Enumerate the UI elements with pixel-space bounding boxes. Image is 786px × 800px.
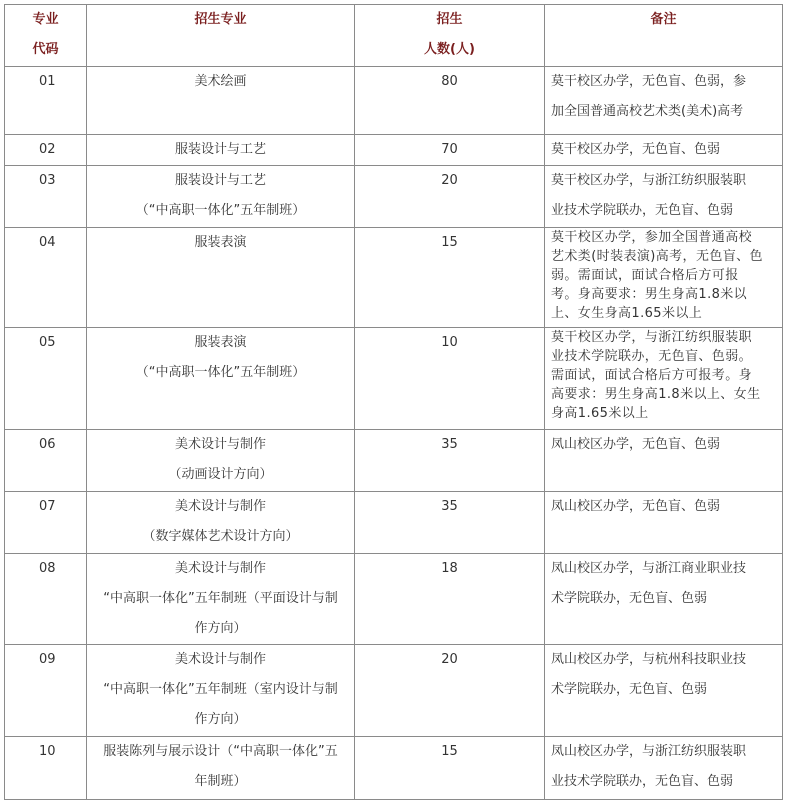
- major-code: 09: [39, 652, 56, 667]
- remark-cell: [545, 328, 783, 430]
- remark-line: 莫干校区办学，参加全国普通高校: [551, 230, 753, 245]
- table-row: [5, 67, 783, 135]
- enroll-count: 10: [441, 335, 458, 350]
- enroll-count: 15: [441, 744, 458, 759]
- remark-cell: [545, 166, 783, 228]
- remark-cell: [545, 228, 783, 328]
- enroll-count-cell: [355, 645, 545, 737]
- major-name-cell: [87, 228, 355, 328]
- enroll-count: 35: [441, 437, 458, 452]
- enrollment-table: [4, 4, 783, 800]
- major-name-cell: [87, 166, 355, 228]
- enroll-count-cell: [355, 166, 545, 228]
- major-name-cell: [87, 737, 355, 800]
- header-code-line: 代码: [32, 42, 59, 57]
- table-row: [5, 166, 783, 228]
- enroll-count: 18: [441, 561, 458, 576]
- major-name-line: 服装设计与工艺: [174, 142, 266, 157]
- table-body: [5, 5, 783, 800]
- remark-line: 术学院联办，无色盲、色弱: [551, 682, 708, 697]
- enroll-count-cell: [355, 328, 545, 430]
- remark-line: 凤山校区办学，与浙江商业职业技: [551, 561, 747, 576]
- header-count-line: 招生: [436, 12, 463, 27]
- enroll-count-cell: [355, 554, 545, 645]
- major-code-cell: [5, 135, 87, 166]
- major-code-cell: [5, 645, 87, 737]
- table-row: [5, 645, 783, 737]
- major-name-cell: [87, 430, 355, 492]
- major-code-cell: [5, 228, 87, 328]
- major-name-line: “中高职一体化”五年制班（平面设计与制: [103, 591, 338, 606]
- major-code: 05: [39, 335, 56, 350]
- major-name-cell: [87, 492, 355, 554]
- major-code: 03: [39, 173, 56, 188]
- major-code-cell: [5, 430, 87, 492]
- remark-cell: [545, 645, 783, 737]
- major-name-line: 美术设计与制作: [174, 652, 266, 667]
- major-code: 02: [39, 142, 56, 157]
- major-name-line: 服装表演: [194, 235, 247, 250]
- remark-cell: [545, 492, 783, 554]
- enroll-count: 20: [441, 173, 458, 188]
- header-count: [355, 5, 545, 67]
- major-name-line: 作方向）: [194, 621, 247, 636]
- remark-line: 上、女生身高1.65米以上: [551, 306, 703, 321]
- major-name-cell: [87, 135, 355, 166]
- major-code: 07: [39, 499, 56, 514]
- major-code: 10: [39, 744, 56, 759]
- remark-line: 凤山校区办学，与浙江纺织服装职: [551, 744, 747, 759]
- remark-line: 业技术学院联办，无色盲、色弱: [551, 774, 734, 789]
- header-note-label: 备注: [650, 12, 677, 27]
- major-name-cell: [87, 328, 355, 430]
- remark-line: 凤山校区办学，与杭州科技职业技: [551, 652, 747, 667]
- remark-cell: [545, 67, 783, 135]
- enroll-count-cell: [355, 135, 545, 166]
- major-code-cell: [5, 328, 87, 430]
- remark-line: 考。身高要求：男生身高1.8米以: [551, 287, 748, 302]
- major-name-line: 服装设计与工艺: [174, 173, 266, 188]
- table-row: [5, 492, 783, 554]
- major-name-line: 服装陈列与展示设计（“中高职一体化”五: [103, 744, 338, 759]
- major-name-line: 美术设计与制作: [174, 499, 266, 514]
- major-code-cell: [5, 67, 87, 135]
- table-row: [5, 737, 783, 800]
- major-name-cell: [87, 645, 355, 737]
- remark-line: 需面试，面试合格后方可报考。身: [551, 368, 753, 383]
- remark-line: 莫干校区办学，无色盲、色弱，参: [551, 74, 747, 89]
- major-name-line: 美术设计与制作: [174, 437, 266, 452]
- enroll-count-cell: [355, 492, 545, 554]
- table-row: [5, 328, 783, 430]
- major-code-cell: [5, 166, 87, 228]
- enroll-count-cell: [355, 228, 545, 328]
- table-row: [5, 554, 783, 645]
- remark-line: 艺术类(时装表演)高考，无色盲、色: [551, 249, 763, 264]
- table-row: [5, 135, 783, 166]
- major-name-line: “中高职一体化”五年制班（室内设计与制: [103, 682, 338, 697]
- major-name-line: （数字媒体艺术设计方向）: [142, 529, 299, 544]
- major-name-line: （动画设计方向）: [168, 467, 273, 482]
- remark-line: 业技术学院联办，无色盲、色弱。: [551, 349, 753, 364]
- major-name-line: 美术设计与制作: [174, 561, 266, 576]
- enroll-count-cell: [355, 430, 545, 492]
- major-code: 08: [39, 561, 56, 576]
- enroll-count-cell: [355, 737, 545, 800]
- table-row: [5, 430, 783, 492]
- header-row: [5, 5, 783, 67]
- enroll-count: 35: [441, 499, 458, 514]
- major-code: 04: [39, 235, 56, 250]
- enroll-count-cell: [355, 67, 545, 135]
- major-code-cell: [5, 554, 87, 645]
- remark-line: 高要求：男生身高1.8米以上、女生: [551, 387, 761, 402]
- header-code: [5, 5, 87, 67]
- remark-cell: [545, 554, 783, 645]
- remark-line: 凤山校区办学，无色盲、色弱: [551, 499, 721, 514]
- remark-line: 术学院联办，无色盲、色弱: [551, 591, 708, 606]
- enroll-count: 20: [441, 652, 458, 667]
- header-count-line: 人数(人): [424, 42, 475, 57]
- remark-line: 莫干校区办学，无色盲、色弱: [551, 142, 721, 157]
- major-code: 01: [39, 74, 56, 89]
- remark-line: 业技术学院联办，无色盲、色弱: [551, 203, 734, 218]
- remark-line: 莫干校区办学，与浙江纺织服装职: [551, 330, 753, 345]
- major-name-line: 年制班）: [194, 774, 247, 789]
- remark-cell: [545, 430, 783, 492]
- remark-cell: [545, 737, 783, 800]
- major-name-line: 服装表演: [194, 335, 247, 350]
- header-code-line: 专业: [32, 12, 59, 27]
- major-name-line: 美术绘画: [194, 74, 247, 89]
- remark-line: 身高1.65米以上: [551, 406, 649, 421]
- table-row: [5, 228, 783, 328]
- major-code: 06: [39, 437, 56, 452]
- major-name-cell: [87, 554, 355, 645]
- enroll-count: 80: [441, 74, 458, 89]
- major-name-line: （“中高职一体化”五年制班）: [135, 203, 306, 218]
- remark-cell: [545, 135, 783, 166]
- enroll-count: 15: [441, 235, 458, 250]
- major-name-cell: [87, 67, 355, 135]
- header-major-label: 招生专业: [194, 12, 247, 27]
- header-major: [87, 5, 355, 67]
- remark-line: 莫干校区办学，与浙江纺织服装职: [551, 173, 747, 188]
- remark-line: 加全国普通高校艺术类(美术)高考: [551, 104, 744, 119]
- major-code-cell: [5, 492, 87, 554]
- major-name-line: 作方向）: [194, 712, 247, 727]
- remark-line: 弱。需面试，面试合格后方可报: [551, 268, 739, 283]
- major-name-line: （“中高职一体化”五年制班）: [135, 365, 306, 380]
- header-note: [545, 5, 783, 67]
- enroll-count: 70: [441, 142, 458, 157]
- major-code-cell: [5, 737, 87, 800]
- remark-line: 凤山校区办学，无色盲、色弱: [551, 437, 721, 452]
